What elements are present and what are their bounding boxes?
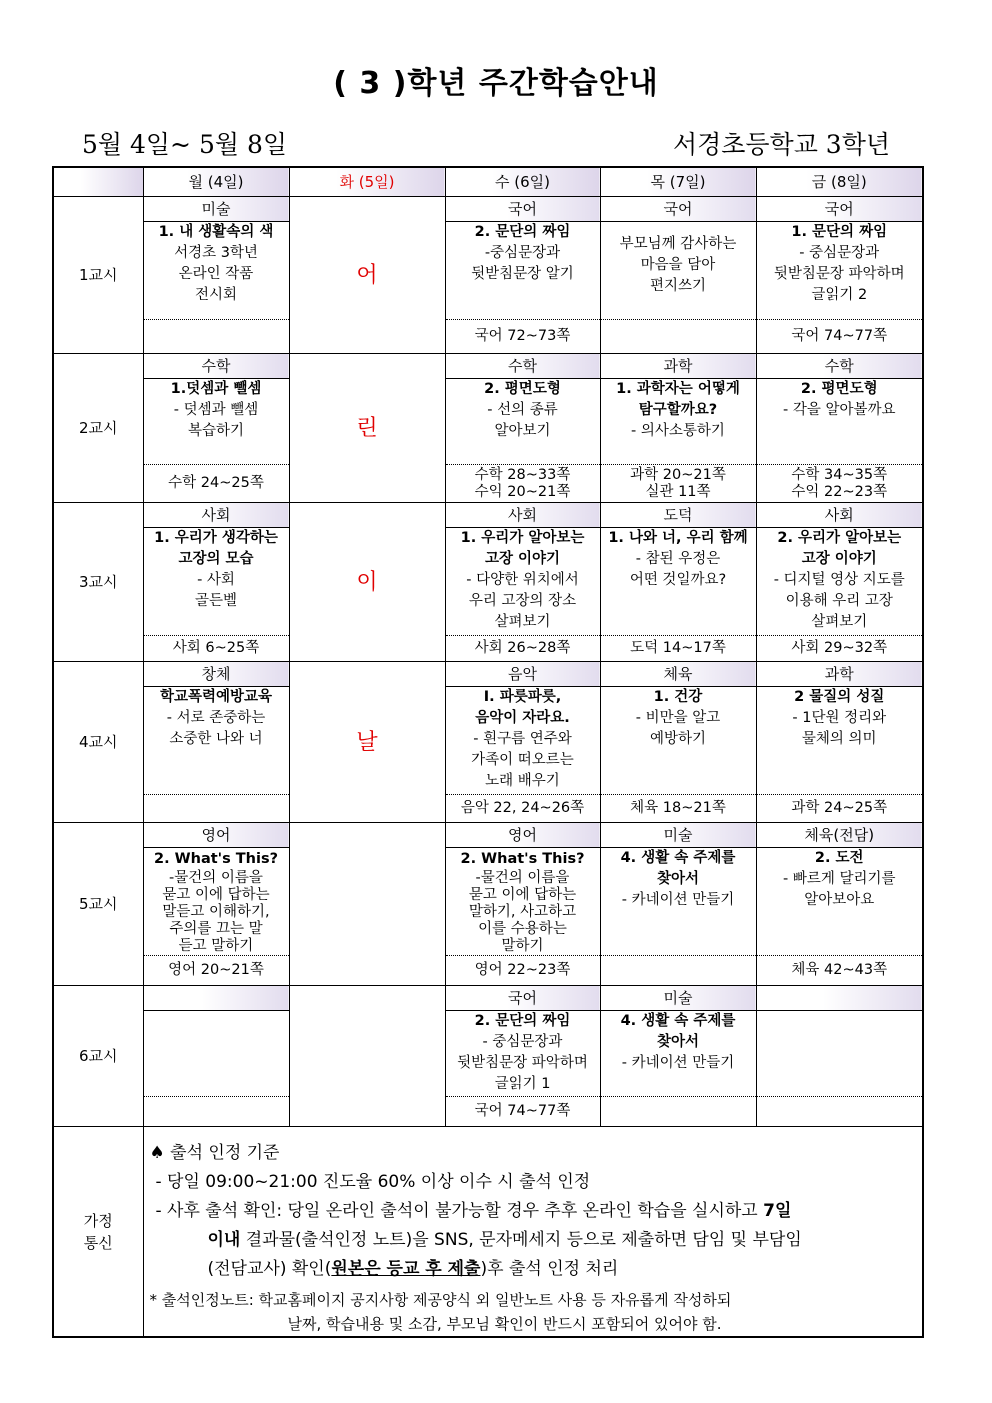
textbook-pages: 사회 6~25쪽 — [143, 636, 289, 662]
lesson-detail: - 흰구름 연주와 — [473, 731, 572, 747]
corner-cell — [53, 167, 143, 197]
period-3-content-row — [53, 528, 923, 636]
lesson-detail: - 카네이션 만들기 — [621, 892, 735, 908]
lesson-content — [143, 379, 289, 465]
subject-label: 사회 — [756, 503, 923, 528]
textbook-pages — [756, 1097, 923, 1127]
lesson-content — [600, 379, 756, 465]
subject-label: 체육(전담) — [756, 823, 923, 848]
lesson-content — [756, 222, 923, 320]
subject-label: 미술 — [143, 197, 289, 222]
textbook-pages: 도덕 14~17쪽 — [600, 636, 756, 662]
lesson-detail: 이를 수용하는 — [478, 921, 567, 937]
period-1-subject-row — [53, 197, 923, 222]
lesson-detail: 알아보기 — [494, 423, 551, 439]
lesson-detail: - 의사소통하기 — [631, 423, 725, 439]
notice-text: (전담교사) 확인( — [207, 1259, 332, 1279]
lesson-detail: 듣고 말하기 — [178, 938, 254, 954]
day-header-wed: 수 (6일) — [445, 167, 600, 197]
school-name: 서경초등학교 3학년 — [672, 130, 890, 159]
lesson-content — [143, 687, 289, 795]
lesson-detail: - 중심문장과 — [799, 245, 880, 261]
lesson-title: 4. 생활 속 주제를 — [620, 1013, 736, 1029]
period-4-page-row — [53, 795, 923, 823]
lesson-detail: 우리 고장의 장소 — [468, 593, 577, 609]
period-6-page-row — [53, 1097, 923, 1127]
lesson-detail: 뒷받침문장 파악하며 — [773, 266, 905, 282]
page-line: 수학 28~33쪽 — [474, 466, 571, 483]
notice-text: )후 출석 인정 처리 — [480, 1259, 619, 1279]
period-2-subject-row — [53, 354, 923, 379]
lesson-detail: - 참된 우정은 — [635, 551, 721, 567]
lesson-title: 2. What's This? — [153, 851, 279, 867]
lesson-title: 2. 평면도형 — [484, 381, 561, 397]
period-4-content-row — [53, 687, 923, 795]
page-line: 수학 34~35쪽 — [791, 466, 888, 483]
lesson-detail: 묻고 이에 답하는 — [468, 887, 577, 903]
textbook-pages — [445, 465, 600, 503]
textbook-pages: 국어 74~77쪽 — [756, 320, 923, 354]
lesson-detail: - 서로 존중하는 — [166, 710, 266, 726]
period-1-page-row — [53, 320, 923, 354]
lesson-detail: - 선의 종류 — [487, 402, 558, 418]
weekly-schedule-table — [52, 166, 924, 1338]
lesson-detail: 어떤 것일까요? — [629, 572, 727, 588]
lesson-content — [756, 379, 923, 465]
textbook-pages — [600, 465, 756, 503]
notice-line: - 당일 09:00~21:00 진도율 60% 이상 이수 시 출석 인정 — [155, 1172, 591, 1192]
notice-text: - 사후 출석 확인: 당일 온라인 출석이 불가능할 경우 추후 온라인 학습을 실시하고 — [155, 1201, 764, 1221]
period-3-page-row — [53, 636, 923, 662]
lesson-detail: 서경초 3학년 — [174, 245, 258, 261]
notice-emphasis: 원본은 등교 후 제출 — [331, 1259, 481, 1279]
lesson-detail: - 1단원 정리와 — [792, 710, 887, 726]
empty-cell — [289, 986, 445, 1127]
notice-line — [150, 1226, 923, 1255]
textbook-pages: 국어 72~73쪽 — [445, 320, 600, 354]
period-4-subject-row — [53, 662, 923, 687]
textbook-pages — [600, 956, 756, 986]
date-range: 5월 4일~ 5월 8일 — [82, 130, 288, 159]
lesson-detail: 살펴보기 — [494, 614, 551, 630]
day-header-thu: 목 (7일) — [600, 167, 756, 197]
notice-text: 결과물(출석인정 노트)을 SNS, 문자메세지 등으로 제출하면 담임 및 부담임 — [240, 1230, 802, 1250]
subject-label: 영어 — [445, 823, 600, 848]
lesson-detail: 알아보아요 — [804, 892, 875, 908]
period-2-label: 2교시 — [53, 354, 143, 503]
lesson-content — [600, 687, 756, 795]
day-header-tue: 화 (5일) — [289, 167, 445, 197]
lesson-detail: 뒷받침문장 파악하며 — [457, 1055, 588, 1071]
lesson-detail: 골든벨 — [194, 593, 238, 609]
textbook-pages: 국어 74~77쪽 — [445, 1097, 600, 1127]
lesson-title: 찾아서 — [656, 871, 700, 887]
lesson-title: Ⅰ. 파릇파릇, — [483, 689, 562, 705]
textbook-pages — [600, 1097, 756, 1127]
notice-label-line: 통신 — [83, 1233, 113, 1252]
period-6-label: 6교시 — [53, 986, 143, 1127]
lesson-detail: - 카네이션 만들기 — [621, 1055, 735, 1071]
day-header-mon: 월 (4일) — [143, 167, 289, 197]
lesson-title: 2 물질의 성질 — [794, 689, 885, 705]
textbook-pages: 체육 42~43쪽 — [756, 956, 923, 986]
lesson-detail: - 각을 알아볼까요 — [783, 402, 896, 418]
lesson-title: 2. What's This? — [460, 851, 585, 867]
textbook-pages: 수학 24~25쪽 — [143, 465, 289, 503]
lesson-title: 1. 문단의 짜임 — [791, 224, 888, 240]
period-5-label: 5교시 — [53, 823, 143, 986]
holiday-char: 날 — [289, 662, 445, 823]
subject-label: 체육 — [600, 662, 756, 687]
subject-label: 과학 — [600, 354, 756, 379]
textbook-pages: 음악 22, 24~26쪽 — [445, 795, 600, 823]
holiday-char: 어 — [289, 197, 445, 354]
lesson-content — [445, 687, 600, 795]
lesson-detail: - 비만을 알고 — [635, 710, 721, 726]
textbook-pages — [756, 465, 923, 503]
lesson-title: 고장의 모습 — [178, 551, 254, 567]
lesson-detail: 복습하기 — [187, 423, 245, 439]
subject-label: 음악 — [445, 662, 600, 687]
period-5-subject-row — [53, 823, 923, 848]
lesson-detail: - 디지털 영상 지도를 — [773, 572, 905, 588]
lesson-detail: -물건의 이름을 — [169, 870, 263, 886]
lesson-title: 2. 문단의 짜임 — [474, 224, 571, 240]
day-header-fri: 금 (8일) — [756, 167, 923, 197]
lesson-detail: -물건의 이름을 — [475, 870, 570, 886]
lesson-content — [445, 1011, 600, 1097]
lesson-title: 1. 과학자는 어떻게 — [616, 381, 740, 397]
lesson-detail: - 중심문장과 — [482, 1034, 563, 1050]
notice-emphasis: 7일 — [763, 1201, 792, 1221]
lesson-detail: 부모님께 감사하는 — [619, 236, 737, 252]
lesson-content — [756, 687, 923, 795]
lesson-title: 2. 우리가 알아보는 — [777, 530, 902, 546]
subject-label: 수학 — [445, 354, 600, 379]
subject-label: 영어 — [143, 823, 289, 848]
lesson-content — [143, 1011, 289, 1097]
lesson-content — [445, 528, 600, 636]
period-3-label: 3교시 — [53, 503, 143, 662]
subject-label: 창체 — [143, 662, 289, 687]
textbook-pages: 영어 20~21쪽 — [143, 956, 289, 986]
lesson-content — [600, 528, 756, 636]
subject-label: 과학 — [756, 662, 923, 687]
period-1-content-row — [53, 222, 923, 320]
lesson-content — [756, 1011, 923, 1097]
lesson-detail: 편지쓰기 — [649, 278, 707, 294]
attendance-notice — [143, 1127, 923, 1338]
subject-label: 국어 — [756, 197, 923, 222]
lesson-content — [143, 528, 289, 636]
lesson-detail: 뒷받침문장 알기 — [471, 266, 574, 282]
lesson-content — [600, 222, 756, 320]
day-header-row — [53, 167, 923, 197]
lesson-content — [445, 222, 600, 320]
lesson-detail: 살펴보기 — [811, 614, 868, 630]
page-title: ( 3 )학년 주간학습안내 — [333, 66, 659, 101]
lesson-detail: 온라인 작품 — [178, 266, 254, 282]
lesson-detail: 글읽기 1 — [494, 1076, 551, 1092]
lesson-detail: 이용해 우리 고장 — [785, 593, 893, 609]
subject-label — [756, 986, 923, 1011]
period-1-label: 1교시 — [53, 197, 143, 354]
textbook-pages: 영어 22~23쪽 — [445, 956, 600, 986]
lesson-content — [143, 222, 289, 320]
lesson-detail: 주의를 끄는 말 — [169, 921, 263, 937]
lesson-title: 1.덧셈과 뺄셈 — [170, 381, 262, 397]
lesson-content — [600, 848, 756, 956]
notice-line — [150, 1255, 923, 1284]
notice-heading: ♠ 출석 인정 기준 — [149, 1143, 280, 1163]
subject-label: 사회 — [445, 503, 600, 528]
period-3-subject-row — [53, 503, 923, 528]
lesson-detail: 가족이 떠오르는 — [471, 752, 574, 768]
lesson-content — [756, 848, 923, 956]
lesson-title: 2. 도전 — [814, 850, 864, 866]
holiday-char: 이 — [289, 503, 445, 662]
lesson-detail: - 다양한 위치에서 — [466, 572, 579, 588]
lesson-title: 1. 나와 너, 우리 함께 — [608, 530, 748, 546]
subject-label: 국어 — [445, 197, 600, 222]
page-line: 과학 20~21쪽 — [630, 466, 726, 483]
lesson-title: 2. 평면도형 — [800, 381, 878, 397]
lesson-detail: 말하기 — [501, 938, 544, 954]
period-6-content-row — [53, 1011, 923, 1097]
empty-cell — [289, 823, 445, 986]
lesson-title: 탐구할까요? — [638, 402, 718, 418]
subject-label: 미술 — [600, 986, 756, 1011]
lesson-detail: 묻고 이에 답하는 — [162, 887, 270, 903]
lesson-title: 1. 우리가 알아보는 — [460, 530, 585, 546]
lesson-detail: 말듣고 이해하기, — [162, 904, 270, 920]
textbook-pages — [143, 1097, 289, 1127]
period-6-subject-row — [53, 986, 923, 1011]
subject-label: 국어 — [600, 197, 756, 222]
lesson-detail: 소중한 나와 너 — [169, 731, 263, 747]
lesson-detail: 예방하기 — [649, 731, 707, 747]
lesson-title: 고장 이야기 — [484, 551, 561, 567]
lesson-detail: 마음을 담아 — [640, 257, 716, 273]
lesson-detail: 말하기, 사고하고 — [468, 904, 577, 920]
page-line: 실관 11쪽 — [645, 483, 711, 500]
notice-line — [150, 1197, 923, 1226]
period-2-content-row — [53, 379, 923, 465]
subject-label: 미술 — [600, 823, 756, 848]
lesson-detail: -중심문장과 — [484, 245, 561, 261]
lesson-content — [445, 379, 600, 465]
lesson-content — [143, 848, 289, 956]
textbook-pages: 과학 24~25쪽 — [756, 795, 923, 823]
lesson-detail: - 덧셈과 뺄셈 — [173, 402, 259, 418]
lesson-detail: 전시회 — [194, 287, 238, 303]
textbook-pages: 사회 26~28쪽 — [445, 636, 600, 662]
notice-label-line: 가정 — [83, 1211, 113, 1230]
lesson-detail: 물체의 의미 — [801, 731, 877, 747]
textbook-pages: 체육 18~21쪽 — [600, 795, 756, 823]
lesson-detail: - 빠르게 달리기를 — [783, 871, 896, 887]
lesson-detail: - 사회 — [197, 572, 235, 588]
holiday-char: 린 — [289, 354, 445, 503]
lesson-title: 음악이 자라요. — [475, 710, 570, 726]
footnote-line: * 출석인정노트: 학교홈페이지 공지사항 제공양식 외 일반노트 사용 등 자유롭게 작성하되 — [149, 1291, 732, 1309]
lesson-title: 고장 이야기 — [801, 551, 877, 567]
period-5-page-row — [53, 956, 923, 986]
subject-label: 사회 — [143, 503, 289, 528]
lesson-title: 2. 문단의 짜임 — [474, 1013, 571, 1029]
textbook-pages — [600, 320, 756, 354]
lesson-detail: 노래 배우기 — [485, 773, 560, 789]
lesson-title: 찾아서 — [656, 1034, 700, 1050]
period-5-content-row — [53, 848, 923, 956]
page-line: 수익 20~21쪽 — [474, 483, 571, 500]
textbook-pages — [143, 320, 289, 354]
lesson-title: 1. 건강 — [653, 689, 703, 705]
subject-label: 도덕 — [600, 503, 756, 528]
lesson-title: 학교폭력예방교육 — [159, 689, 273, 705]
lesson-content — [600, 1011, 756, 1097]
period-2-page-row — [53, 465, 923, 503]
home-notice-label — [53, 1127, 143, 1338]
home-notice-row — [53, 1127, 923, 1338]
lesson-title: 1. 우리가 생각하는 — [154, 530, 278, 546]
lesson-detail: 글읽기 2 — [811, 287, 868, 303]
subject-label: 수학 — [756, 354, 923, 379]
lesson-title: 1. 내 생활속의 색 — [158, 224, 274, 240]
notice-emphasis: 이내 — [207, 1230, 241, 1250]
lesson-title: 4. 생활 속 주제를 — [620, 850, 736, 866]
page-line: 수익 22~23쪽 — [791, 483, 888, 500]
notice-footnote — [150, 1288, 923, 1336]
lesson-content — [756, 528, 923, 636]
footnote-line: 날짜, 학습내용 및 소감, 부모님 확인이 반드시 포함되어 있어야 함. — [287, 1315, 722, 1333]
textbook-pages — [143, 795, 289, 823]
lesson-content — [445, 848, 600, 956]
subject-label — [143, 986, 289, 1011]
subject-label: 수학 — [143, 354, 289, 379]
textbook-pages: 사회 29~32쪽 — [756, 636, 923, 662]
period-4-label: 4교시 — [53, 662, 143, 823]
subject-label: 국어 — [445, 986, 600, 1011]
